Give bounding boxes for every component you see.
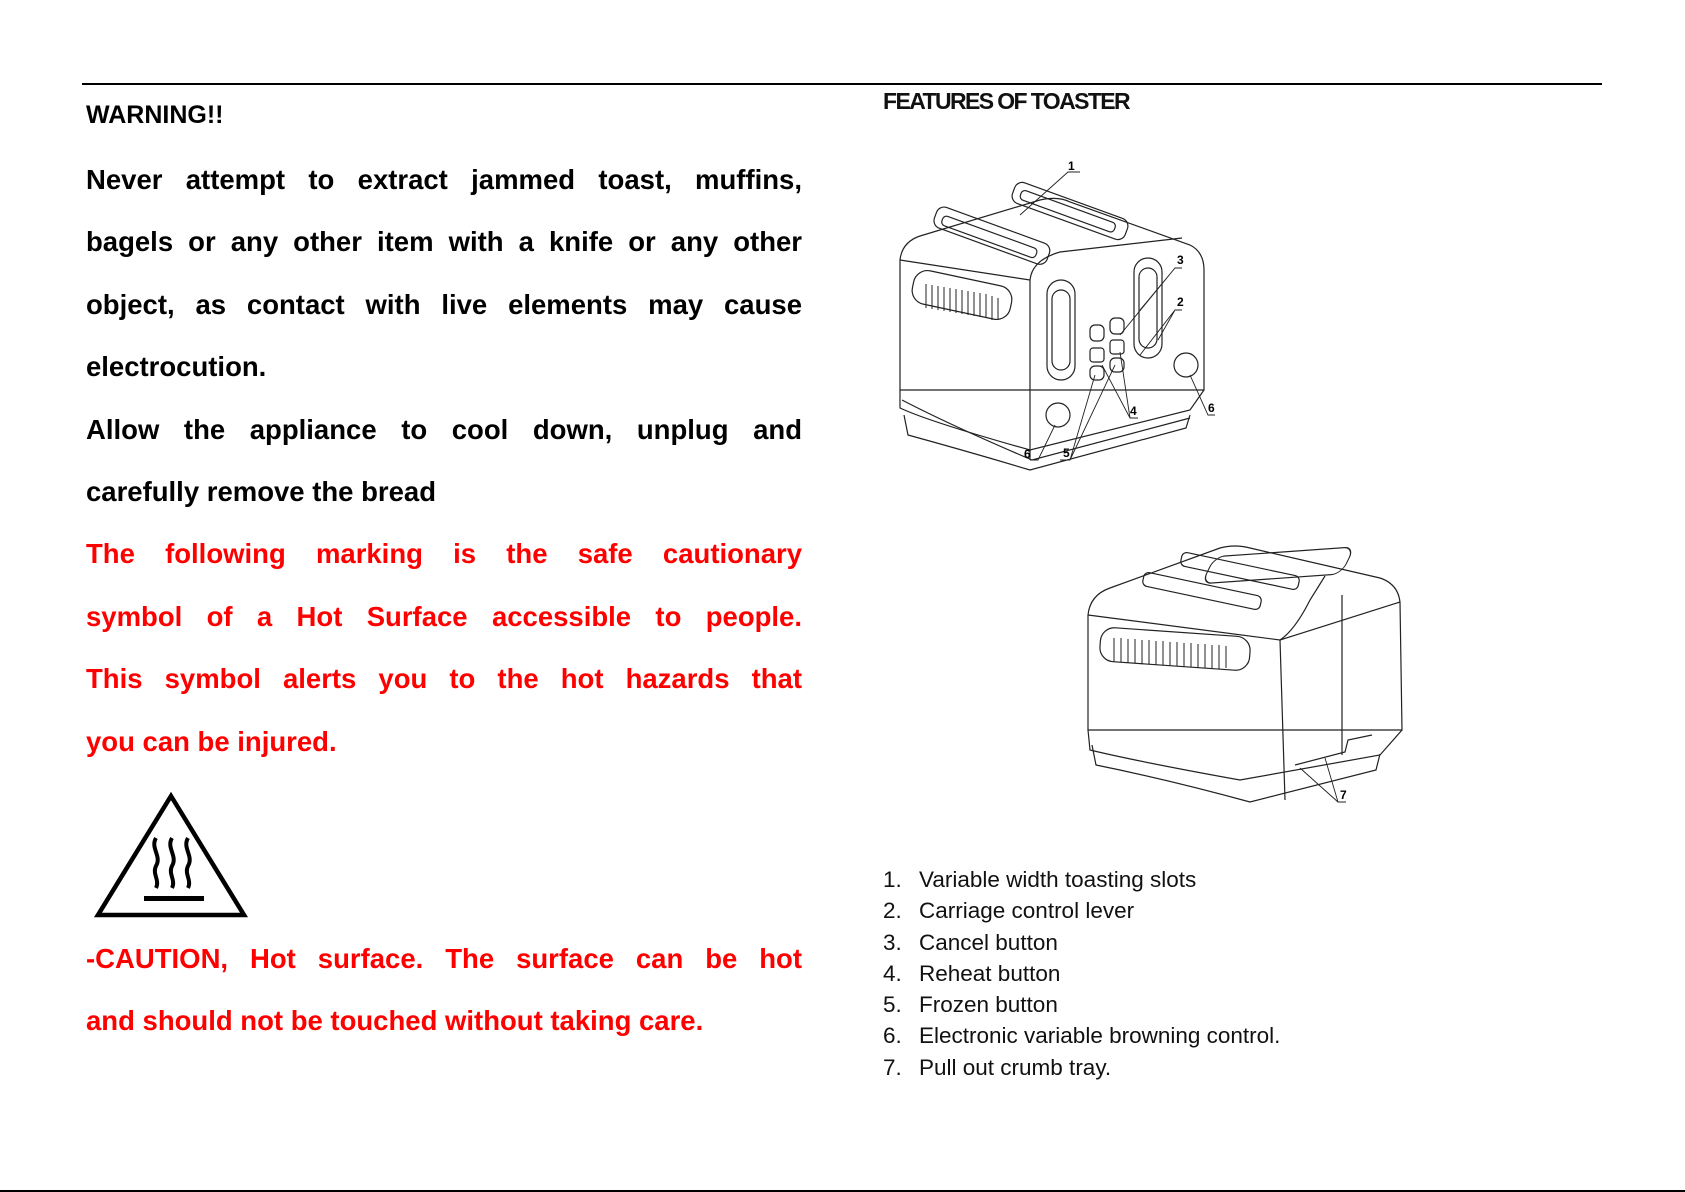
warning-line: carefully remove the bread: [86, 476, 437, 507]
list-item: [883, 1052, 1280, 1083]
list-item: [883, 958, 1280, 989]
caution-line: and should not be touched without taking care.: [86, 1005, 704, 1036]
warning-line: object, as contact with live elements may cause: [86, 289, 802, 320]
bottom-rule: [0, 1190, 1685, 1192]
hot-surface-line: you can be injured.: [86, 726, 337, 757]
top-rule: [82, 83, 1602, 85]
features-list: [883, 864, 1280, 1083]
item-number: 3.: [883, 929, 902, 955]
features-title: FEATURES OF TOASTER: [883, 88, 1130, 114]
warning-line: Allow the appliance to cool down, unplug and: [86, 414, 802, 445]
list-item: [883, 1020, 1280, 1051]
callout-5: 5: [1063, 446, 1070, 460]
item-label: Electronic variable browning control.: [919, 1023, 1281, 1049]
item-number: 1.: [883, 867, 902, 892]
toaster-rear-diagram: [1080, 540, 1420, 825]
warning-line: bagels or any other item with a knife or any other: [86, 226, 802, 257]
callout-6: 6: [1024, 447, 1031, 461]
callout-6: 6: [1208, 401, 1215, 415]
item-label: Pull out crumb tray.: [919, 1054, 1112, 1080]
item-label: Reheat button: [919, 960, 1061, 986]
callout-7: 7: [1340, 788, 1347, 802]
caution-line: -CAUTION, Hot surface. The surface can be hot: [86, 943, 802, 974]
list-item: [883, 927, 1280, 958]
item-number: 5.: [883, 992, 902, 1018]
callout-4: 4: [1130, 404, 1137, 418]
callout-2: 2: [1177, 295, 1184, 309]
hot-surface-warning-icon: [92, 790, 252, 922]
toaster-front-diagram: [890, 160, 1240, 505]
item-label: Carriage control lever: [919, 898, 1135, 924]
hot-surface-line: The following marking is the safe cautionary: [86, 538, 802, 569]
list-item: [883, 864, 1280, 895]
warning-heading: WARNING!!: [86, 101, 224, 129]
warning-line: Never attempt to extract jammed toast, muffins,: [86, 164, 802, 195]
callout-1: 1: [1068, 160, 1075, 173]
list-item: [883, 989, 1280, 1020]
item-number: 2.: [883, 898, 902, 924]
item-label: Variable width toasting slots: [919, 867, 1197, 892]
item-label: Frozen button: [919, 992, 1058, 1018]
item-label: Cancel button: [919, 929, 1058, 955]
callout-3: 3: [1177, 253, 1184, 267]
item-number: 7.: [883, 1054, 902, 1080]
list-item: [883, 895, 1280, 926]
warning-line: electrocution.: [86, 351, 267, 382]
hot-surface-line: This symbol alerts you to the hot hazards that: [86, 663, 802, 694]
hot-surface-line: symbol of a Hot Surface accessible to people.: [86, 601, 802, 632]
item-number: 4.: [883, 960, 902, 986]
item-number: 6.: [883, 1023, 902, 1049]
